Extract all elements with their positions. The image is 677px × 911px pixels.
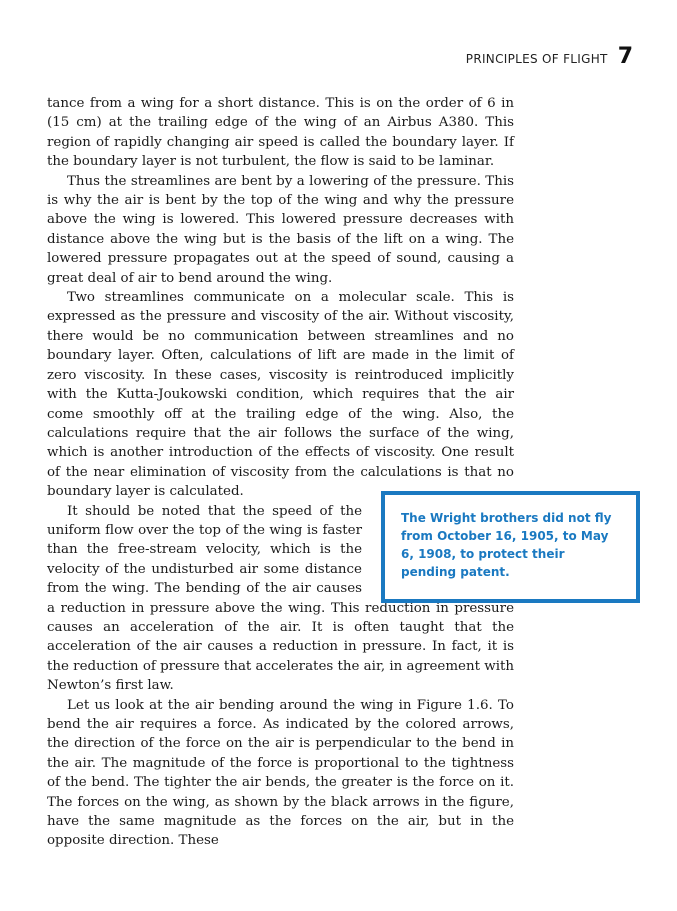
sidebar-text: The Wright brothers did not fly from October 16, 1905, to May 6, 1908, to protect their pending patent. [401, 511, 612, 579]
paragraph-5: Let us look at the air bending around the wing in Figure 1.6. To bend the air requires a force. As indicated by the colored arrows, the direction of the force on the air is perpendicular to the bend in the air. The magnitude of the force is proportional to the tightness of the bend. The tighter the air bends, the greater is the force on it. The forces on the wing, as shown by the black arrows in the figure, have the same magnitude as the forces on the air, but in the opposite direction. These [47, 697, 514, 849]
body-text [47, 94, 514, 851]
sidebar-callout [381, 491, 640, 603]
page-number: 7 [617, 44, 633, 69]
paragraph-2: Thus the streamlines are bent by a lowering of the pressure. This is why the air is bent by the top of the wing and why the pressure above the wing is lowered. This lowered pressure decreases with distance above the wing but is the basis of the lift on a wing. The lowered pressure propagates out at the speed of sound, causing a great deal of air to bend around the wing. [47, 173, 514, 286]
paragraph-1: tance from a wing for a short distance. This is on the order of 6 in (15 cm) at the trailing edge of the wing of an Airbus A380. This region of rapidly changing air speed is called the boundary layer. If the boundary layer is not turbulent, the flow is said to be laminar. [47, 96, 514, 170]
running-head [466, 44, 633, 69]
running-head-title: PRINCIPLES OF FLIGHT [465, 52, 608, 66]
paragraph-3: Two streamlines communicate on a molecular scale. This is expressed as the pressure and viscosity of the air. Without viscosity, there would be no communication between streamlines and no boundary layer. Often, calculations of lift are made in the limit of zero viscosity. In these cases, viscosity is reintroduced implicitly with the Kutta-Joukowski condition, which requires that the air come smoothly off at the trailing edge of the wing. Also, the calculations require that the air follows the surface of the wing, which is another introduction of the effects of viscosity. One result of the near elimination of viscosity from the calculations is that no boundary layer is calculated. [47, 290, 514, 500]
paragraph-4-text: It should be noted that the speed of the uniform flow over the top of the wing is faster than the free-stream velocity, which is the velocity of the undisturbed air some distance from the wing. The bending of the air causes a reduction in pressure above the wing. This reduction in pressure causes an acceleration of the air. It is often taught that the acceleration of the air causes a reduction in pressure. In fact, it is the reduction of pressure that accelerates the air, in agreement with Newton’s first law. [47, 503, 514, 694]
